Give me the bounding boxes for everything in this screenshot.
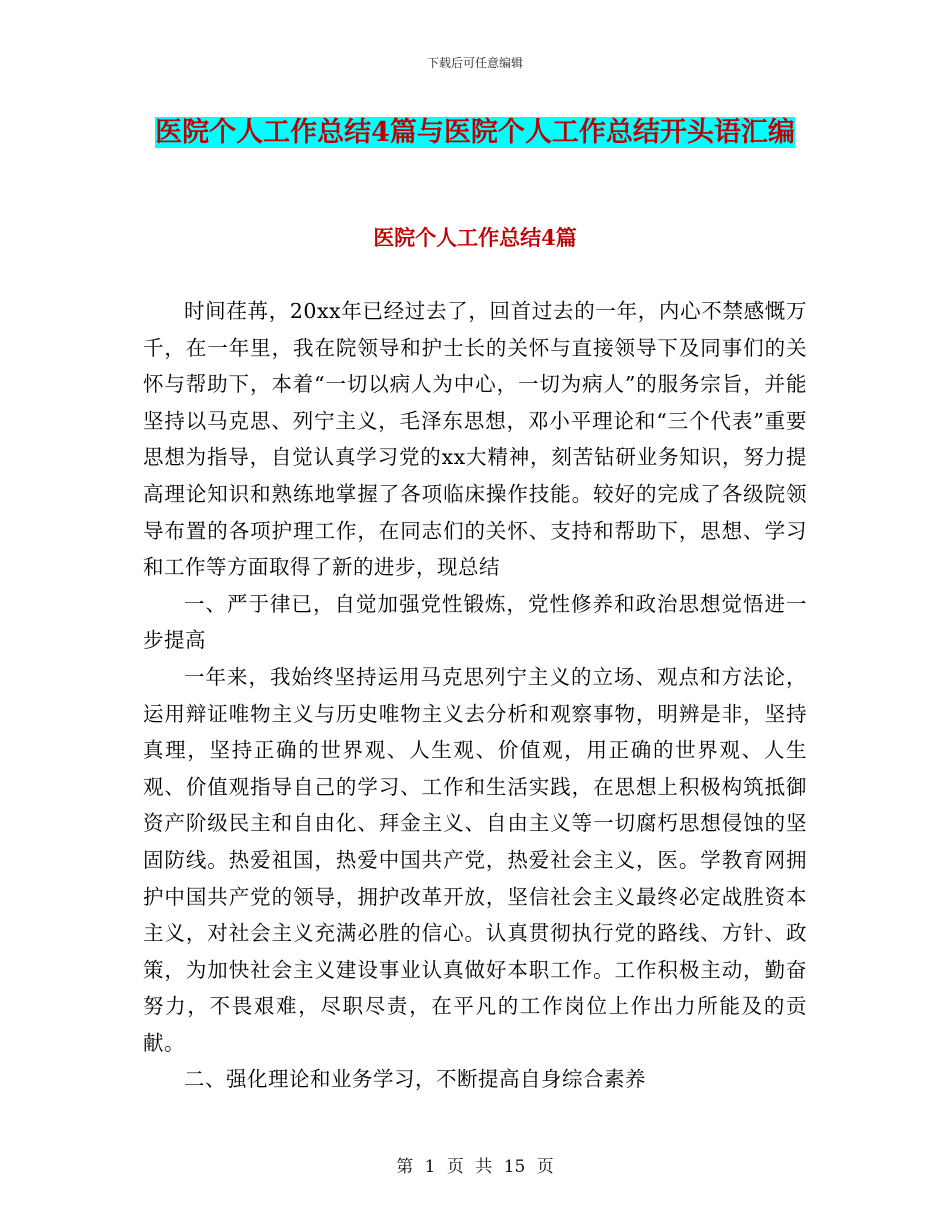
paragraph-heading-2: 二、强化理论和业务学习，不断提高自身综合素养 [184, 1067, 646, 1092]
document-title [140, 110, 810, 156]
document-body [143, 293, 807, 1098]
section-title: 医院个人工作总结4篇 [373, 225, 577, 250]
paragraph-intro: 时间荏苒，20xx年已经过去了，回首过去的一年，内心不禁感慨万千，在一年里，我在院领导和护士长的关怀与直接领导下及同事们的关怀与帮助下，本着“一切以病人为中心，一切为病人”的服务宗旨，并能坚持以马克思、列宁主义，毛泽东思想，邓小平理论和“三个代表”重要思想为指导，自觉认真学习党的xx大精神，刻苦钻研业务知识，努力提高理论知识和熟练地掌握了各项临床操作技能。较好的完成了各级院领导布置的各项护理工作，在同志们的关怀、支持和帮助下，思想、学习和工作等方面取得了新的进步，现总结 [143, 299, 807, 580]
document-title-text: 医院个人工作总结4篇与医院个人工作总结开头语汇编 [155, 117, 795, 148]
paragraph-heading-1: 一、严于律已，自觉加强党性锻炼，党性修养和政治思想觉悟进一步提高 [143, 591, 807, 653]
header-note: 下载后可任意编辑 [426, 56, 523, 70]
page-footer: 第 1 页 共 15 页 [396, 1157, 554, 1177]
paragraph-section-1: 一年来，我始终坚持运用马克思列宁主义的立场、观点和方法论，运用辩证唯物主义与历史唯物主义去分析和观察事物，明辨是非，坚持真理，坚持正确的世界观、人生观、价值观，用正确的世界观、人生观、价值观指导自己的学习、工作和生活实践，在思想上积极构筑抵御资产阶级民主和自由化、拜金主义、自由主义等一切腐朽思想侵蚀的坚固防线。热爱祖国，热爱中国共产党，热爱社会主义，医。学教育网拥护中国共产党的领导，拥护改革开放，坚信社会主义最终必定战胜资本主义，对社会主义充满必胜的信心。认真贯彻执行党的路线、方针、政策，为加快社会主义建设事业认真做好本职工作。工作积极主动，勤奋努力，不畏艰难，尽职尽责，在平凡的工作岗位上作出力所能及的贡献。 [143, 664, 807, 1055]
